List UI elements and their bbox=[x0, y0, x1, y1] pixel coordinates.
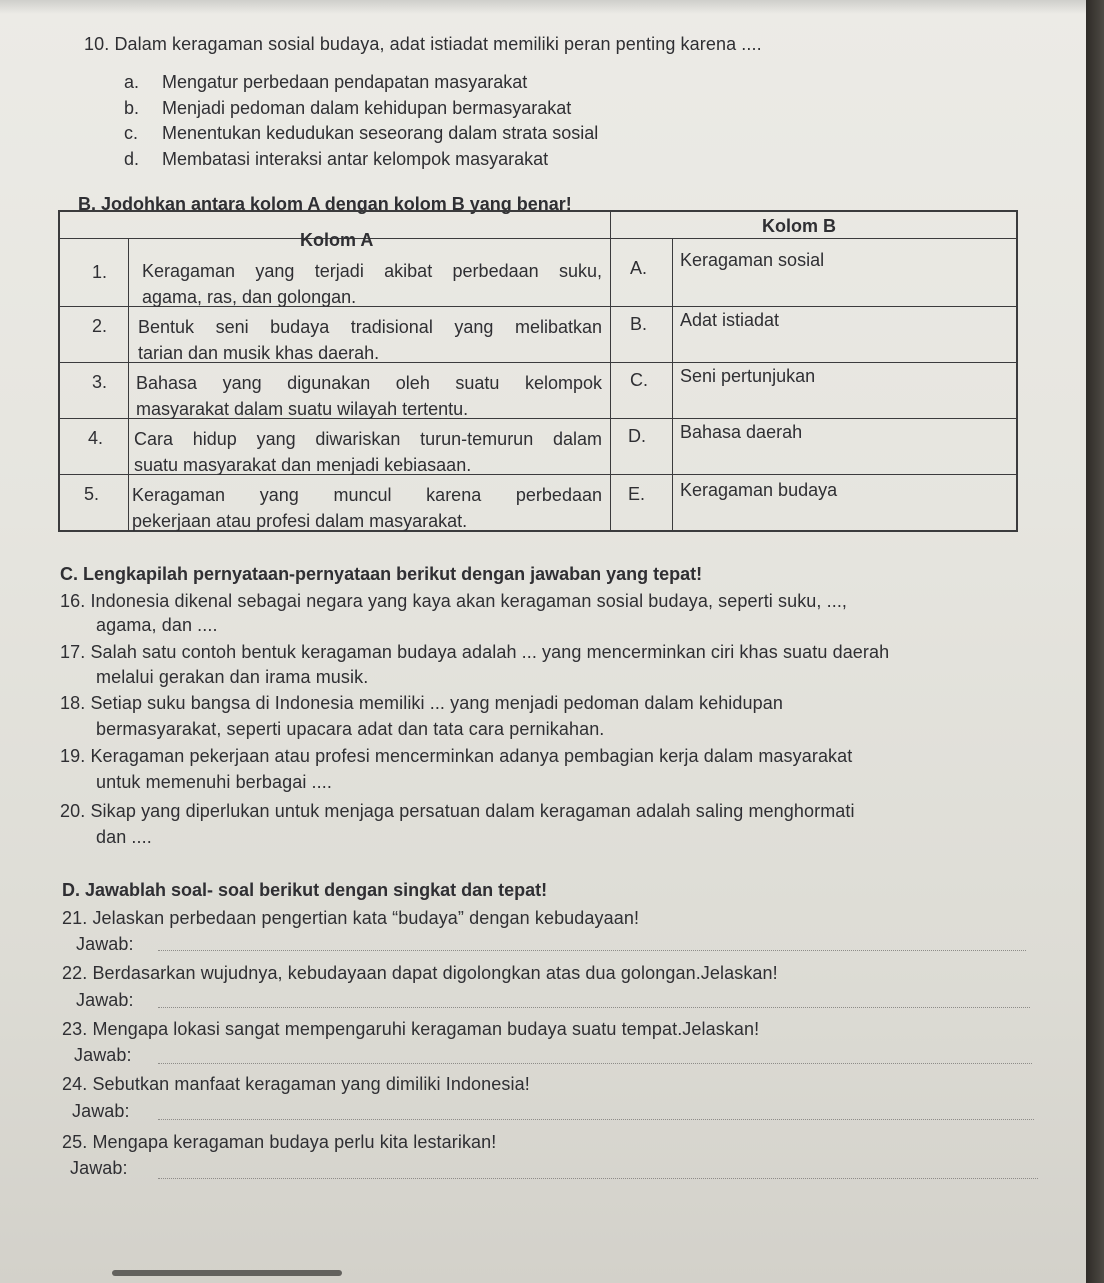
question-number: 21. bbox=[62, 908, 88, 928]
question-23 bbox=[62, 1017, 759, 1041]
option-text: Membatasi interaksi antar kelompok masyarakat bbox=[162, 149, 549, 169]
table-divider bbox=[60, 238, 1016, 239]
column-a-cell bbox=[138, 314, 602, 366]
question-24 bbox=[62, 1072, 530, 1096]
question-number: 23. bbox=[62, 1019, 88, 1039]
column-b-cell: Keragaman budaya bbox=[680, 480, 838, 500]
cell-line: agama, ras, dan golongan. bbox=[142, 287, 357, 307]
column-a-header: Kolom A bbox=[300, 230, 374, 250]
question-10 bbox=[84, 32, 762, 56]
cell-line: Keragaman yang muncul karena perbedaan bbox=[132, 485, 602, 505]
question-number: 25. bbox=[62, 1132, 88, 1152]
option-letter: C. bbox=[630, 370, 648, 390]
option-text: Mengatur perbedaan pendapatan masyarakat bbox=[162, 72, 528, 92]
question-17 bbox=[60, 640, 889, 664]
cell-line: masyarakat dalam suatu wilayah tertentu. bbox=[136, 399, 469, 419]
option-letter: c. bbox=[124, 123, 139, 143]
column-a-cell bbox=[132, 482, 602, 534]
row-number: 3. bbox=[92, 372, 108, 392]
answer-line[interactable] bbox=[158, 1119, 1034, 1120]
question-19-cont: untuk memenuhi berbagai .... bbox=[96, 772, 332, 792]
question-25 bbox=[62, 1130, 496, 1154]
page-edge bbox=[1086, 0, 1104, 1283]
column-b-cell: Keragaman sosial bbox=[680, 250, 825, 270]
question-number: 22. bbox=[62, 963, 88, 983]
answer-line[interactable] bbox=[158, 1178, 1038, 1179]
option-letter: A. bbox=[630, 258, 648, 278]
option-b bbox=[124, 96, 571, 120]
question-19 bbox=[60, 744, 852, 768]
question-text: Sebutkan manfaat keragaman yang dimiliki Indonesia! bbox=[92, 1074, 530, 1094]
question-text: Sikap yang diperlukan untuk menjaga persatuan dalam keragaman adalah saling menghormati bbox=[90, 801, 855, 821]
matching-table bbox=[58, 210, 1018, 532]
answer-line[interactable] bbox=[158, 1063, 1032, 1064]
option-text: Menentukan kedudukan seseorang dalam strata sosial bbox=[162, 123, 599, 143]
row-number: 4. bbox=[88, 428, 104, 448]
answer-line[interactable] bbox=[158, 950, 1026, 951]
option-a bbox=[124, 70, 527, 94]
answer-label: Jawab: bbox=[72, 1101, 130, 1121]
question-text: Berdasarkan wujudnya, kebudayaan dapat digolongkan atas dua golongan.Jelaskan! bbox=[92, 963, 778, 983]
question-text: Mengapa lokasi sangat mempengaruhi keragaman budaya suatu tempat.Jelaskan! bbox=[92, 1019, 760, 1039]
paper-smudge bbox=[112, 1270, 342, 1276]
table-divider bbox=[672, 238, 673, 530]
table-divider bbox=[128, 238, 129, 530]
cell-line: Keragaman yang terjadi akibat perbedaan suku, bbox=[142, 261, 602, 281]
question-text: Indonesia dikenal sebagai negara yang kaya akan keragaman sosial budaya, seperti suku, ..., bbox=[90, 591, 848, 611]
question-text: Dalam keragaman sosial budaya, adat istiadat memiliki peran penting karena .... bbox=[114, 34, 762, 54]
row-number: 5. bbox=[84, 484, 100, 504]
question-number: 24. bbox=[62, 1074, 88, 1094]
answer-label: Jawab: bbox=[76, 934, 134, 954]
section-d-title: D. Jawablah soal- soal berikut dengan singkat dan tepat! bbox=[62, 880, 548, 900]
option-letter: b. bbox=[124, 98, 140, 118]
question-21 bbox=[62, 906, 639, 930]
column-a-cell bbox=[134, 426, 602, 478]
option-c bbox=[124, 121, 598, 145]
column-b-cell: Bahasa daerah bbox=[680, 422, 803, 442]
question-18 bbox=[60, 691, 783, 715]
option-letter: a. bbox=[124, 72, 140, 92]
question-text: Mengapa keragaman budaya perlu kita lestarikan! bbox=[92, 1132, 497, 1152]
cell-line: Bahasa yang digunakan oleh suatu kelompok bbox=[136, 373, 602, 393]
answer-label: Jawab: bbox=[76, 990, 134, 1010]
question-16-cont: agama, dan .... bbox=[96, 615, 218, 635]
answer-line[interactable] bbox=[158, 1007, 1030, 1008]
section-b-title: B. Jodohkan antara kolom A dengan kolom B yang benar! bbox=[78, 194, 572, 214]
option-letter: B. bbox=[630, 314, 648, 334]
question-number: 19. bbox=[60, 746, 86, 766]
row-number: 2. bbox=[92, 316, 108, 336]
question-number: 17. bbox=[60, 642, 86, 662]
row-number: 1. bbox=[92, 262, 108, 282]
question-text: Setiap suku bangsa di Indonesia memiliki ... yang menjadi pedoman dalam kehidupan bbox=[90, 693, 783, 713]
column-b-header: Kolom B bbox=[762, 216, 836, 236]
question-20-cont: dan .... bbox=[96, 827, 152, 847]
column-a-cell bbox=[136, 370, 602, 422]
answer-label: Jawab: bbox=[70, 1158, 128, 1178]
column-b-cell: Adat istiadat bbox=[680, 310, 780, 330]
question-number: 20. bbox=[60, 801, 86, 821]
cell-line: suatu masyarakat dan menjadi kebiasaan. bbox=[134, 455, 472, 475]
question-number: 10. bbox=[84, 34, 110, 54]
question-number: 16. bbox=[60, 591, 86, 611]
option-text: Menjadi pedoman dalam kehidupan bermasyarakat bbox=[162, 98, 572, 118]
question-number: 18. bbox=[60, 693, 86, 713]
table-divider bbox=[610, 212, 611, 530]
question-18-cont: bermasyarakat, seperti upacara adat dan tata cara pernikahan. bbox=[96, 719, 605, 739]
question-text: Keragaman pekerjaan atau profesi mencerminkan adanya pembagian kerja dalam masyarakat bbox=[90, 746, 853, 766]
cell-line: tarian dan musik khas daerah. bbox=[138, 343, 380, 363]
column-b-cell: Seni pertunjukan bbox=[680, 366, 816, 386]
option-letter: d. bbox=[124, 149, 140, 169]
question-16 bbox=[60, 589, 847, 613]
section-c-title: C. Lengkapilah pernyataan-pernyataan berikut dengan jawaban yang tepat! bbox=[60, 564, 703, 584]
answer-label: Jawab: bbox=[74, 1045, 132, 1065]
question-20 bbox=[60, 799, 855, 823]
question-text: Salah satu contoh bentuk keragaman budaya adalah ... yang mencerminkan ciri khas suatu daerah bbox=[90, 642, 890, 662]
cell-line: pekerjaan atau profesi dalam masyarakat. bbox=[132, 511, 468, 531]
cell-line: Bentuk seni budaya tradisional yang melibatkan bbox=[138, 317, 602, 337]
option-d bbox=[124, 147, 548, 171]
question-text: Jelaskan perbedaan pengertian kata “budaya” dengan kebudayaan! bbox=[92, 908, 640, 928]
option-letter: E. bbox=[628, 484, 646, 504]
question-17-cont: melalui gerakan dan irama musik. bbox=[96, 667, 369, 687]
option-letter: D. bbox=[628, 426, 646, 446]
column-a-cell bbox=[142, 258, 602, 310]
question-22 bbox=[62, 961, 778, 985]
cell-line: Cara hidup yang diwariskan turun-temurun dalam bbox=[134, 429, 602, 449]
